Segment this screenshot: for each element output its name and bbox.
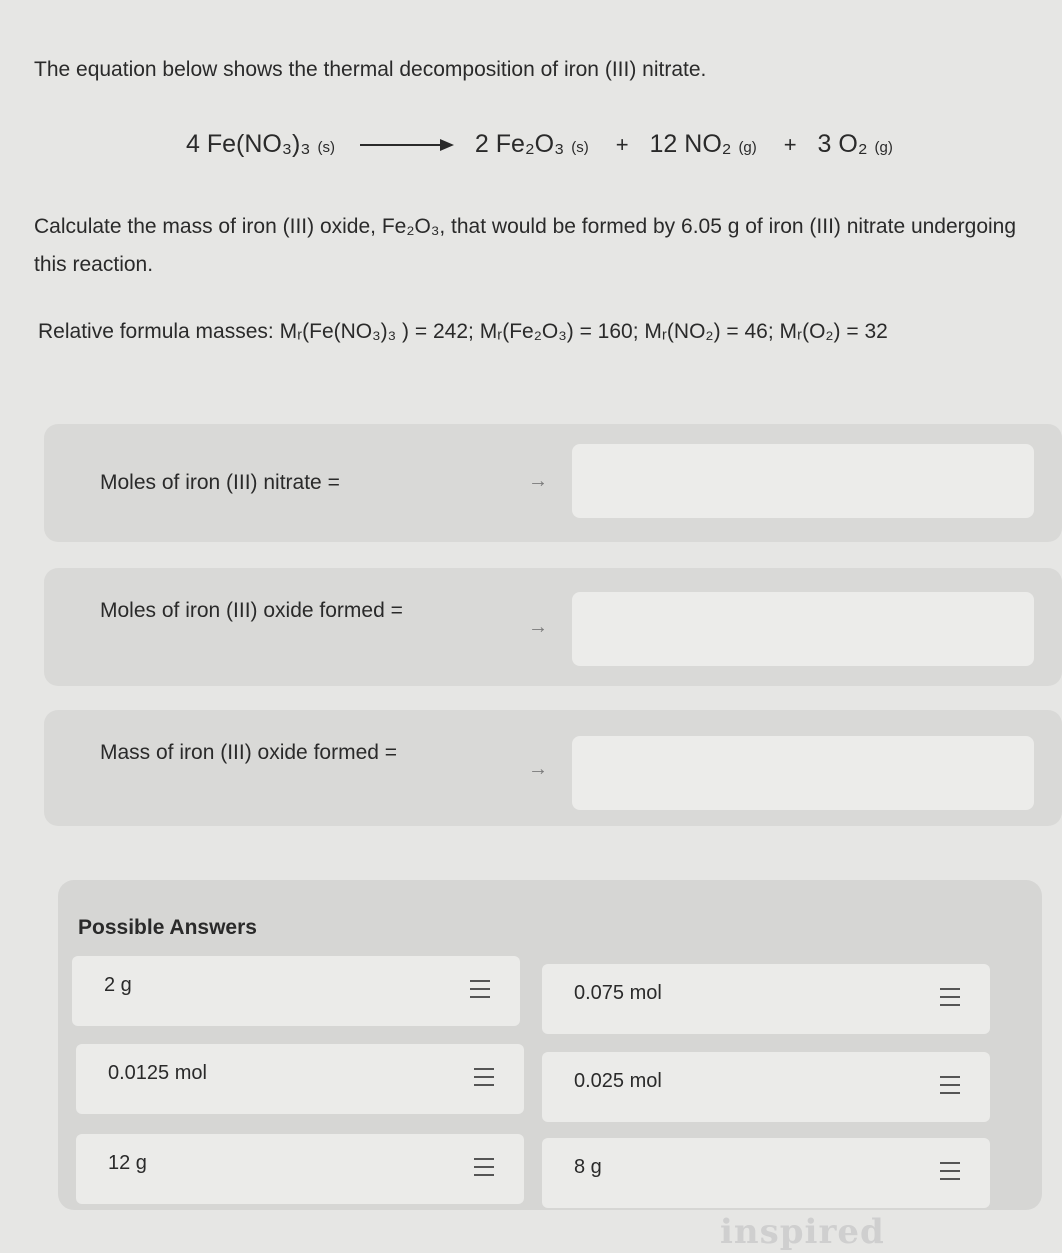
question-text xyxy=(34,208,1024,284)
answer-label: 12 g xyxy=(108,1152,147,1174)
answer-card[interactable] xyxy=(72,956,520,1026)
reactant-state: (s) xyxy=(317,139,335,156)
answer-drop-zone[interactable] xyxy=(572,736,1034,810)
drag-handle-icon[interactable] xyxy=(940,1076,960,1100)
answer-label: 0.075 mol xyxy=(574,982,662,1004)
product1-state: (s) xyxy=(571,139,589,156)
mass-no2: Mᵣ(NO₂) = 46; xyxy=(644,320,774,343)
mass-fe-no3-3: Mᵣ(Fe(NO₃)₃ ) = 242; xyxy=(279,320,474,343)
possible-answers-title: Possible Answers xyxy=(78,916,257,939)
reactant-formula: Fe(NO₃)₃ xyxy=(206,130,311,158)
slot-row-mass-oxide xyxy=(44,710,1062,826)
product3-coefficient: 3 xyxy=(817,130,832,158)
answer-label: 8 g xyxy=(574,1156,602,1178)
slot-label: Mass of iron (III) oxide formed = xyxy=(100,741,398,764)
relative-formula-masses xyxy=(38,318,1048,345)
question-part2: , that would be formed by 6.05 g of iron (III) nitrate undergoing this reaction. xyxy=(34,215,1017,276)
drag-handle-icon[interactable] xyxy=(470,980,490,1004)
answer-label: 0.0125 mol xyxy=(108,1062,207,1084)
question-part1: Calculate the mass of iron (III) oxide, xyxy=(34,215,376,238)
drag-handle-icon[interactable] xyxy=(474,1158,494,1182)
slot-row-moles-nitrate xyxy=(44,424,1062,542)
answer-card[interactable] xyxy=(76,1044,524,1114)
slot-label: Moles of iron (III) nitrate = xyxy=(100,471,340,494)
answer-drop-zone[interactable] xyxy=(572,444,1034,518)
plus-sign: + xyxy=(615,132,629,157)
intro-text: The equation below shows the thermal decomposition of iron (III) nitrate. xyxy=(34,58,707,81)
product3-formula: O₂ xyxy=(838,130,868,158)
answer-card[interactable] xyxy=(542,1052,990,1122)
product2-state: (g) xyxy=(738,139,757,156)
mass-o2: Mᵣ(O₂) = 32 xyxy=(779,320,888,343)
reaction-arrow-icon xyxy=(360,138,454,152)
possible-answers-panel xyxy=(58,880,1042,1210)
answer-label: 2 g xyxy=(104,974,132,996)
brand-logo: inspired xyxy=(720,1212,885,1252)
drag-handle-icon[interactable] xyxy=(940,1162,960,1186)
question-formula: Fe₂O₃ xyxy=(381,215,440,238)
product2-formula: NO₂ xyxy=(684,130,732,158)
masses-prefix: Relative formula masses: xyxy=(38,320,274,343)
plus-sign: + xyxy=(783,132,797,157)
arrow-right-icon: → xyxy=(528,758,548,780)
reactant-coefficient: 4 xyxy=(186,130,200,158)
arrow-right-icon: → xyxy=(528,470,548,492)
answer-drop-zone[interactable] xyxy=(572,592,1034,666)
arrow-right-icon: → xyxy=(528,616,548,638)
product1-formula: Fe₂O₃ xyxy=(495,130,565,158)
answer-card[interactable] xyxy=(76,1134,524,1204)
slot-label: Moles of iron (III) oxide formed = xyxy=(100,599,403,622)
product3-state: (g) xyxy=(874,139,893,156)
answer-label: 0.025 mol xyxy=(574,1070,662,1092)
drag-handle-icon[interactable] xyxy=(474,1068,494,1092)
answer-card[interactable] xyxy=(542,964,990,1034)
product2-coefficient: 12 xyxy=(649,130,678,158)
slot-row-moles-oxide xyxy=(44,568,1062,686)
mass-fe2o3: Mᵣ(Fe₂O₃) = 160; xyxy=(479,320,639,343)
drag-handle-icon[interactable] xyxy=(940,988,960,1012)
answer-card[interactable] xyxy=(542,1138,990,1208)
chemical-equation xyxy=(186,128,899,161)
product1-coefficient: 2 xyxy=(474,130,489,158)
